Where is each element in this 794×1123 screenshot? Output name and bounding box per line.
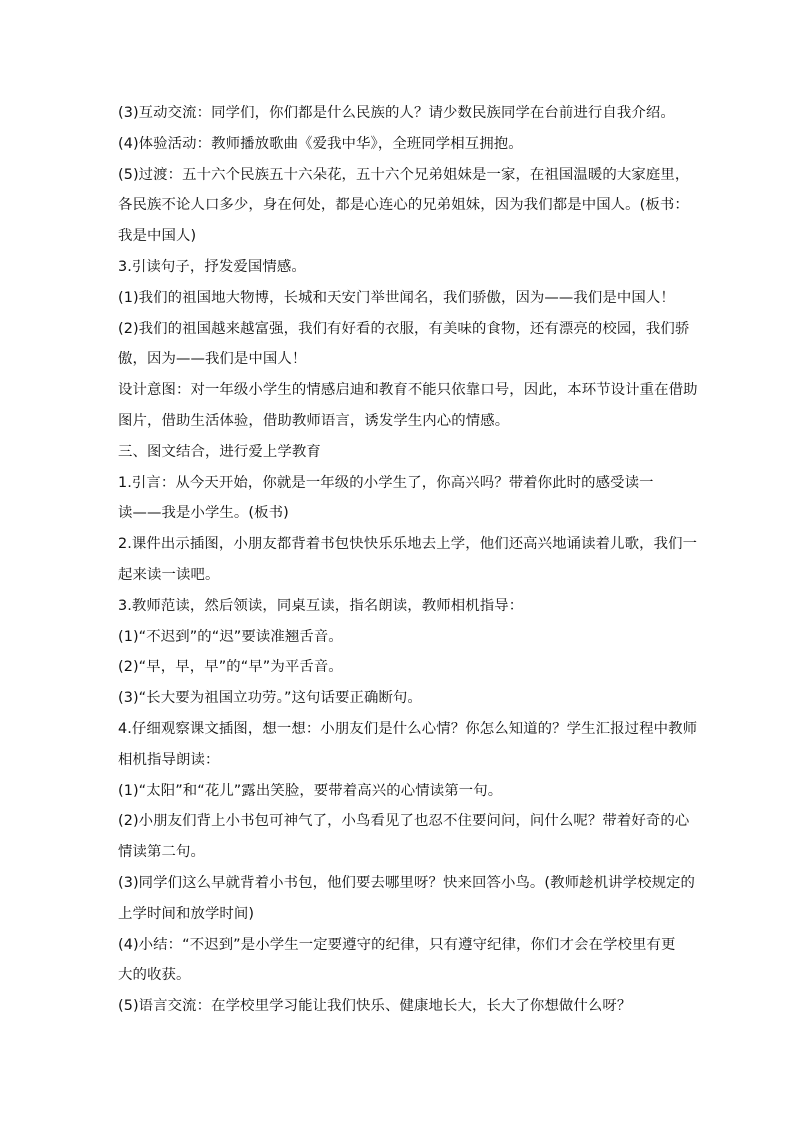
text-line: 上学时间和放学时间) [118,905,255,922]
text-line: 我是中国人) [118,228,197,245]
text-line: (1)我们的祖国地大物博，长城和天安门举世闻名，我们骄傲，因为——我们是中国人！ [118,289,675,306]
text-line: (2)“早，早，早”的“早”为平舌音。 [118,659,343,676]
text-line: (5)语言交流：在学校里学习能让我们快乐、健康地长大，长大了你想做什么呀？ [118,998,632,1015]
text-line: (3)互动交流：同学们，你们都是什么民族的人？请少数民族同学在台前进行自我介绍。 [118,105,675,121]
design-intent-line: 图片，借助生活体验，借助教师语言，诱发学生内心的情感。 [118,412,510,429]
text-line: 2.课件出示插图，小朋友都背着书包快快乐乐地去上学，他们还高兴地诵读着儿歌，我们一 [118,536,698,553]
section-heading: 3.引读句子，抒发爱国情感。 [118,258,306,275]
text-line: (2)我们的祖国越来越富强，我们有好看的衣服，有美味的食物，还有漂亮的校园，我们骄 [118,320,690,337]
text-line: (3)同学们这么早就背着小书包，他们要去哪里呀？快来回答小鸟。(教师趁机讲学校规定的 [118,874,696,891]
text-line: 3.教师范读，然后领读，同桌互读，指名朗读，教师相机指导： [118,597,524,614]
document-body [118,98,698,1022]
text-line: (5)过渡：五十六个民族五十六朵花，五十六个兄弟姐妹是一家，在祖国温暖的大家庭里， [118,166,690,183]
text-line: (4)体验活动：教师播放歌曲《爱我中华》，全班同学相互拥抱。 [118,135,523,152]
section-heading: 三、图文结合，进行爱上学教育 [118,443,321,460]
text-line: 起来读一读吧。 [118,566,220,583]
text-line: 各民族不论人口多少，身在何处，都是心连心的兄弟姐妹，因为我们都是中国人。(板书： [118,197,689,214]
text-line: (1)“不迟到”的“迟”要读准翘舌音。 [118,628,343,645]
text-line: 大的收获。 [118,967,191,984]
text-line: 4.仔细观察课文插图，想一想：小朋友们是什么心情？你怎么知道的？学生汇报过程中教师 [118,720,698,737]
text-line: (2)小朋友们背上小书包可神气了，小鸟看见了也忍不住要问问，问什么呢？带着好奇的心 [118,813,690,830]
text-line: (3)“长大要为祖国立功劳。”这句话要正确断句。 [118,690,422,707]
text-line: 读——我是小学生。(板书) [118,505,289,522]
text-line: (1)“太阳”和“花儿”露出笑脸，要带着高兴的心情读第一句。 [118,782,503,799]
text-line: 相机指导朗读： [118,751,220,768]
text-line: (4)小结：“不迟到”是小学生一定要遵守的纪律，只有遵守纪律，你们才会在学校里有更 [118,936,676,953]
text-line: 情读第二句。 [118,844,205,861]
text-line: 傲，因为——我们是中国人！ [118,351,307,368]
text-line: 1.引言：从今天开始，你就是一年级的小学生了，你高兴吗？带着你此时的感受读一 [118,474,654,491]
design-intent-line: 设计意图：对一年级小学生的情感启迪和教育不能只依靠口号，因此，本环节设计重在借助 [118,382,698,399]
